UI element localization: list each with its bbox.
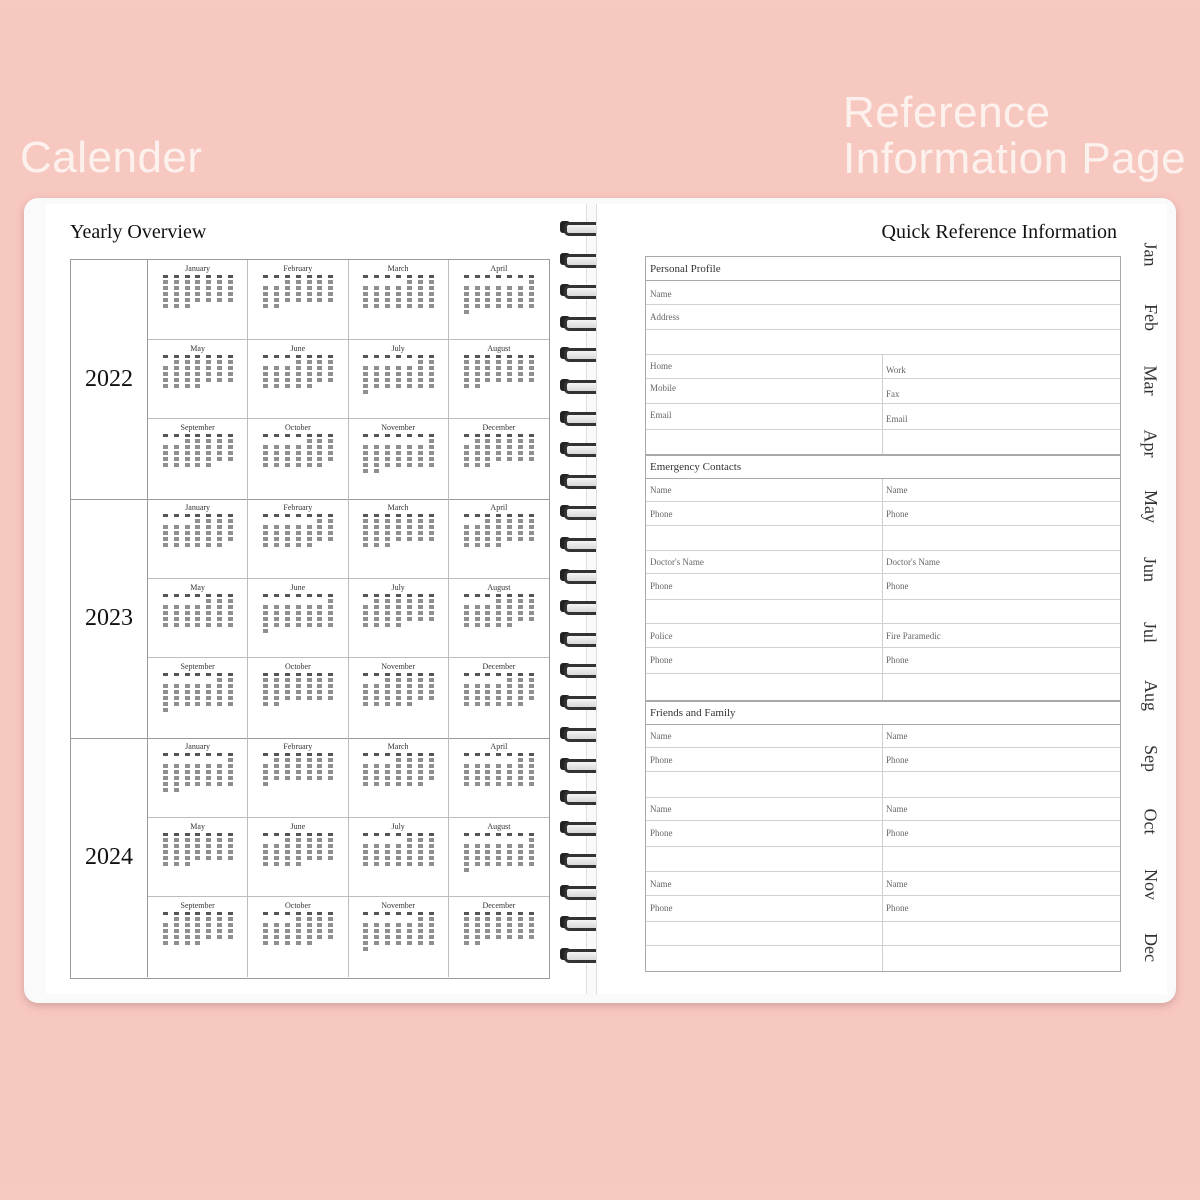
profile-name-label: Name <box>650 289 672 299</box>
rule <box>646 797 1120 798</box>
planner-notebook <box>24 198 1176 1003</box>
mini-month <box>248 419 348 499</box>
month-name: October <box>284 901 311 911</box>
month-name: February <box>283 503 313 512</box>
day-cells <box>361 275 437 308</box>
mini-month <box>148 340 248 420</box>
day-cells <box>361 594 437 627</box>
day-cells <box>461 912 537 945</box>
year-block <box>71 260 549 500</box>
mini-month <box>248 738 348 818</box>
friends-family-section <box>645 700 1121 972</box>
rule <box>646 945 1120 946</box>
friend-2-phone-left: Phone <box>650 828 673 838</box>
personal-profile-section <box>645 256 1121 456</box>
month-tab-label: Aug <box>1140 679 1161 711</box>
rule <box>646 550 1120 551</box>
year-label: 2023 <box>71 499 148 738</box>
rule <box>646 895 1120 896</box>
month-name: November <box>381 662 415 672</box>
day-cells <box>361 753 437 786</box>
day-cells <box>160 912 236 945</box>
month-name: October <box>284 662 311 672</box>
month-tab-label: Apr <box>1140 429 1161 457</box>
year-block <box>71 738 549 977</box>
mini-month <box>449 579 549 659</box>
month-name: May <box>190 582 205 592</box>
day-cells <box>160 434 236 467</box>
month-name: December <box>482 423 516 433</box>
month-tab-label: Mar <box>1140 365 1161 395</box>
month-tab[interactable] <box>1130 225 1170 283</box>
day-cells <box>461 434 537 467</box>
profile-work-label: Work <box>886 365 906 375</box>
doctor-name-right: Doctor's Name <box>886 557 940 567</box>
mini-month <box>449 818 549 898</box>
month-tab[interactable] <box>1130 540 1170 598</box>
month-name: September <box>180 662 215 672</box>
day-cells <box>160 673 236 712</box>
month-name: January <box>185 264 211 273</box>
day-cells <box>260 753 336 786</box>
day-cells <box>461 594 537 627</box>
yearly-overview-title: Yearly Overview <box>70 221 207 243</box>
rule <box>646 771 1120 772</box>
month-name: September <box>180 901 215 911</box>
mini-month <box>449 738 549 818</box>
year-label: 2024 <box>71 738 148 977</box>
profile-address-label: Address <box>650 312 680 322</box>
rule <box>646 846 1120 847</box>
rule <box>646 871 1120 872</box>
day-cells <box>260 434 336 467</box>
mini-month <box>148 738 248 818</box>
mini-month <box>349 897 449 977</box>
day-cells <box>361 355 437 394</box>
mini-month <box>449 499 549 579</box>
month-tab-label: Feb <box>1140 303 1161 331</box>
emergency-contacts-section <box>645 454 1121 702</box>
month-name: February <box>283 264 313 273</box>
day-cells <box>461 355 537 388</box>
mini-month <box>349 738 449 818</box>
month-tab[interactable] <box>1130 855 1170 913</box>
month-grid <box>148 499 549 738</box>
personal-profile-heading: Personal Profile <box>646 257 1120 281</box>
mini-month <box>449 419 549 499</box>
mini-month <box>148 579 248 659</box>
profile-email2-label: Email <box>886 414 908 424</box>
month-name: June <box>290 821 306 831</box>
month-tabs <box>1122 225 1176 985</box>
month-tab-label: Jun <box>1140 556 1161 582</box>
rule <box>646 378 1120 379</box>
day-cells <box>160 753 236 792</box>
day-cells <box>361 833 437 866</box>
month-name: April <box>490 264 508 273</box>
mini-month <box>248 579 348 659</box>
day-cells <box>361 673 437 706</box>
day-cells <box>160 275 236 308</box>
mini-month <box>148 499 248 579</box>
month-name: June <box>290 343 306 353</box>
caption-calendar: Calender <box>20 133 203 182</box>
day-cells <box>260 355 336 388</box>
mini-month <box>248 340 348 420</box>
mini-month <box>449 340 549 420</box>
day-cells <box>361 514 437 547</box>
month-grid <box>148 260 549 499</box>
day-cells <box>461 275 537 314</box>
friend-1-name-right: Name <box>886 731 908 741</box>
doctor-phone-right: Phone <box>886 581 909 591</box>
day-cells <box>461 673 537 706</box>
month-name: November <box>381 423 415 433</box>
month-tab-label: Nov <box>1140 868 1161 900</box>
mini-month <box>148 897 248 977</box>
month-name: July <box>391 582 405 592</box>
day-cells <box>260 514 336 547</box>
profile-email-label: Email <box>650 410 672 420</box>
month-name: July <box>391 343 405 353</box>
friend-3-phone-left: Phone <box>650 903 673 913</box>
profile-fax-label: Fax <box>886 389 900 399</box>
mini-month <box>349 260 449 340</box>
day-cells <box>160 833 236 866</box>
month-name: February <box>283 742 313 751</box>
month-name: May <box>190 343 205 353</box>
mini-month <box>248 897 348 977</box>
friend-2-name-right: Name <box>886 804 908 814</box>
divider <box>882 479 883 701</box>
mini-month <box>349 499 449 579</box>
month-tab-label: Oct <box>1140 808 1161 834</box>
mini-month <box>449 260 549 340</box>
month-tab[interactable] <box>1130 477 1170 535</box>
mini-month <box>148 260 248 340</box>
rule <box>646 501 1120 502</box>
month-tab-label: May <box>1140 489 1161 523</box>
mini-month <box>248 260 348 340</box>
rule <box>646 354 1120 355</box>
rule <box>646 403 1120 404</box>
rule <box>646 329 1120 330</box>
day-cells <box>160 355 236 388</box>
friend-1-phone-right: Phone <box>886 755 909 765</box>
rule <box>646 747 1120 748</box>
month-name: December <box>482 662 516 672</box>
doctor-name-left: Doctor's Name <box>650 557 704 567</box>
month-tab-label: Dec <box>1140 932 1161 962</box>
rule <box>646 673 1120 674</box>
month-tab-label: Jul <box>1140 621 1161 643</box>
month-tab[interactable] <box>1130 666 1170 724</box>
quick-reference-title: Quick Reference Information <box>881 221 1117 243</box>
mini-month <box>349 340 449 420</box>
mini-month <box>248 499 348 579</box>
month-name: January <box>185 503 211 512</box>
day-cells <box>361 912 437 951</box>
day-cells <box>461 753 537 786</box>
year-block <box>71 499 549 739</box>
month-name: June <box>290 582 306 592</box>
month-name: November <box>381 901 415 911</box>
day-cells <box>260 833 336 866</box>
mini-month <box>148 658 248 738</box>
month-name: October <box>284 423 311 433</box>
mini-month <box>349 419 449 499</box>
mini-month <box>148 818 248 898</box>
emergency-name-left: Name <box>650 485 672 495</box>
yearly-grid <box>70 259 550 979</box>
rule <box>646 623 1120 624</box>
day-cells <box>361 434 437 473</box>
caption-reference <box>843 90 1186 182</box>
mini-month <box>148 419 248 499</box>
rule <box>646 573 1120 574</box>
month-name: April <box>490 742 508 751</box>
friend-3-name-right: Name <box>886 879 908 889</box>
month-tab-label: Jan <box>1140 242 1161 266</box>
emergency-contacts-heading: Emergency Contacts <box>646 455 1120 479</box>
month-name: July <box>391 821 405 831</box>
profile-mobile-label: Mobile <box>650 383 676 393</box>
caption-reference-line2: Information Page <box>843 134 1187 183</box>
emergency-name-right: Name <box>886 485 908 495</box>
yearly-overview-page <box>46 204 587 994</box>
month-name: April <box>490 503 508 512</box>
friend-1-phone-left: Phone <box>650 755 673 765</box>
divider <box>882 354 883 455</box>
fire-phone-label: Phone <box>886 655 909 665</box>
day-cells <box>461 833 537 872</box>
emergency-phone-left: Phone <box>650 509 673 519</box>
day-cells <box>160 594 236 627</box>
rule <box>646 429 1120 430</box>
day-cells <box>260 594 336 633</box>
month-name: September <box>180 423 215 433</box>
year-label: 2022 <box>71 260 148 499</box>
month-tab-label: Sep <box>1140 744 1161 772</box>
month-name: August <box>487 343 511 353</box>
profile-home-label: Home <box>650 361 672 371</box>
day-cells <box>260 912 336 945</box>
friend-3-phone-right: Phone <box>886 903 909 913</box>
rule <box>646 525 1120 526</box>
emergency-phone-right: Phone <box>886 509 909 519</box>
doctor-phone-left: Phone <box>650 581 673 591</box>
mini-month <box>449 897 549 977</box>
friend-2-name-left: Name <box>650 804 672 814</box>
day-cells <box>461 514 537 547</box>
rule <box>646 921 1120 922</box>
mini-month <box>349 579 449 659</box>
mini-month <box>449 658 549 738</box>
month-name: January <box>185 742 211 751</box>
day-cells <box>260 275 336 308</box>
month-tab[interactable] <box>1130 792 1170 850</box>
rule <box>646 820 1120 821</box>
month-tab[interactable] <box>1130 918 1170 976</box>
mini-month <box>349 818 449 898</box>
rule <box>646 647 1120 648</box>
month-tab[interactable] <box>1130 729 1170 787</box>
rule <box>646 304 1120 305</box>
month-name: August <box>487 821 511 831</box>
day-cells <box>160 514 236 547</box>
reference-page <box>596 204 1167 994</box>
caption-reference-line1: Reference <box>843 88 1051 137</box>
friend-3-name-left: Name <box>650 879 672 889</box>
month-tab[interactable] <box>1130 288 1170 346</box>
month-tab[interactable] <box>1130 603 1170 661</box>
police-label: Police <box>650 631 673 641</box>
rule <box>646 599 1120 600</box>
mini-month <box>248 818 348 898</box>
month-name: August <box>487 582 511 592</box>
month-name: May <box>190 821 205 831</box>
divider <box>882 725 883 971</box>
month-name: March <box>387 264 409 273</box>
month-tab[interactable] <box>1130 351 1170 409</box>
mini-month <box>349 658 449 738</box>
month-name: March <box>387 742 409 751</box>
month-tab[interactable] <box>1130 414 1170 472</box>
day-cells <box>260 673 336 706</box>
month-name: March <box>387 503 409 512</box>
friends-family-heading: Friends and Family <box>646 701 1120 725</box>
fire-paramedic-label: Fire Paramedic <box>886 631 941 641</box>
mini-month <box>248 658 348 738</box>
friend-1-name-left: Name <box>650 731 672 741</box>
month-grid <box>148 738 549 977</box>
police-phone-label: Phone <box>650 655 673 665</box>
month-name: December <box>482 901 516 911</box>
friend-2-phone-right: Phone <box>886 828 909 838</box>
